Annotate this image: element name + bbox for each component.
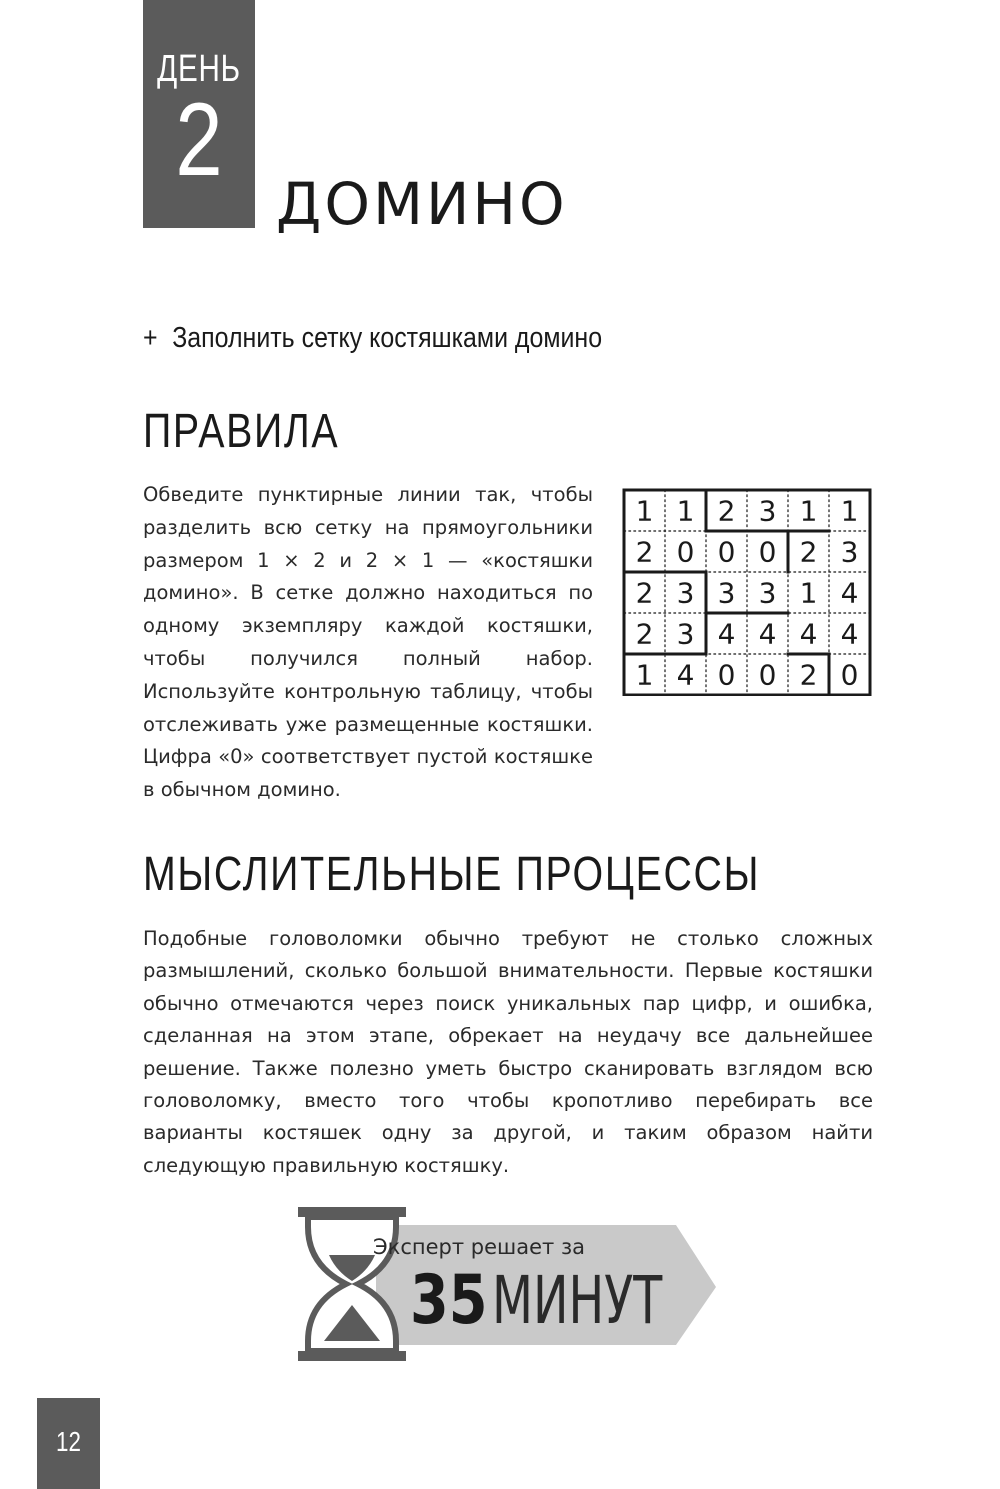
day-badge <box>143 0 255 228</box>
grid-cell-digit: 3 <box>758 576 777 610</box>
grid-cell-digit: 1 <box>799 494 818 528</box>
timer-minutes: 35 <box>410 1259 488 1340</box>
thinking-heading: МЫСЛИТЕЛЬНЫЕ ПРОЦЕССЫ <box>143 848 761 901</box>
rules-heading: ПРАВИЛА <box>143 405 340 458</box>
grid-cell-digit: 2 <box>799 535 818 569</box>
grid-cell-digit: 0 <box>717 658 736 692</box>
grid-cell-digit: 2 <box>799 658 818 692</box>
timer-banner <box>296 1205 720 1365</box>
grid-cell-digit: 1 <box>799 576 818 610</box>
page-number-badge <box>37 1398 100 1489</box>
grid-cell-digit: 2 <box>635 576 654 610</box>
grid-cell-digit: 3 <box>840 535 859 569</box>
grid-cell-digit: 0 <box>676 535 695 569</box>
grid-cell-digit: 4 <box>717 617 736 651</box>
rules-text: Обведите пунктирные линии так, чтобы разделить всю сетку на прямоугольники размером 1 × 2 и 2 × 1 — «костяшки домино». В сетке должно находиться по одному экземпляру каждой костяшки, чтобы получился полный набор. Используйте контрольную таблицу, чтобы отслеживать уже размещенные костяшки. Цифра «0» соответствует пустой костяшке в обычном домино. <box>143 483 593 802</box>
grid-cell-digit: 4 <box>840 617 859 651</box>
grid-cell-digit: 1 <box>676 494 695 528</box>
timer-unit: МИНУТ <box>492 1262 663 1340</box>
grid-cell-digit: 0 <box>758 535 777 569</box>
grid-cell-digit: 3 <box>717 576 736 610</box>
goal-line <box>143 322 602 355</box>
grid-cell-digit: 1 <box>840 494 859 528</box>
grid-cell-digit: 4 <box>799 617 818 651</box>
goal-bullet: + <box>143 322 158 354</box>
grid-cell-digit: 1 <box>635 494 654 528</box>
grid-cell-digit: 3 <box>676 576 695 610</box>
thinking-text: Подобные головоломки обычно требуют не столько сложных размышлений, сколько большой внимательности. Первые костяшки обычно отмечаются через поиск уникальных пар цифр, и ошибка, сделанная на этом этапе, обрекает на неудачу все дальнейшее решение. Также полезно уметь быстро сканировать взглядом всю головоломку, вместо того чтобы кропотливо перебирать все варианты костяшек одну за другой, и таким образом найти следующую правильную костяшку. <box>143 927 873 1177</box>
page-title: ДОМИНО <box>276 170 568 238</box>
grid-cell-digit: 3 <box>676 617 695 651</box>
example-grid <box>622 488 872 696</box>
grid-cell-digit: 4 <box>758 617 777 651</box>
grid-cell-digit: 0 <box>717 535 736 569</box>
day-number: 2 <box>175 82 223 198</box>
day-label: ДЕНЬ <box>157 48 241 90</box>
grid-cell-digit: 1 <box>635 658 654 692</box>
page-number: 12 <box>56 1426 81 1457</box>
grid-cell-digit: 2 <box>717 494 736 528</box>
grid-cell-digit: 0 <box>758 658 777 692</box>
grid-dotted-lines <box>624 490 870 695</box>
timer-caption: Эксперт решает за <box>373 1235 585 1259</box>
grid-cell-digit: 2 <box>635 535 654 569</box>
grid-cell-digit: 0 <box>840 658 859 692</box>
grid-cell-digit: 3 <box>758 494 777 528</box>
goal-text: Заполнить сетку костяшками домино <box>172 322 603 354</box>
grid-cell-digit: 4 <box>840 576 859 610</box>
grid-cell-digit: 4 <box>676 658 695 692</box>
grid-cell-digit: 2 <box>635 617 654 651</box>
